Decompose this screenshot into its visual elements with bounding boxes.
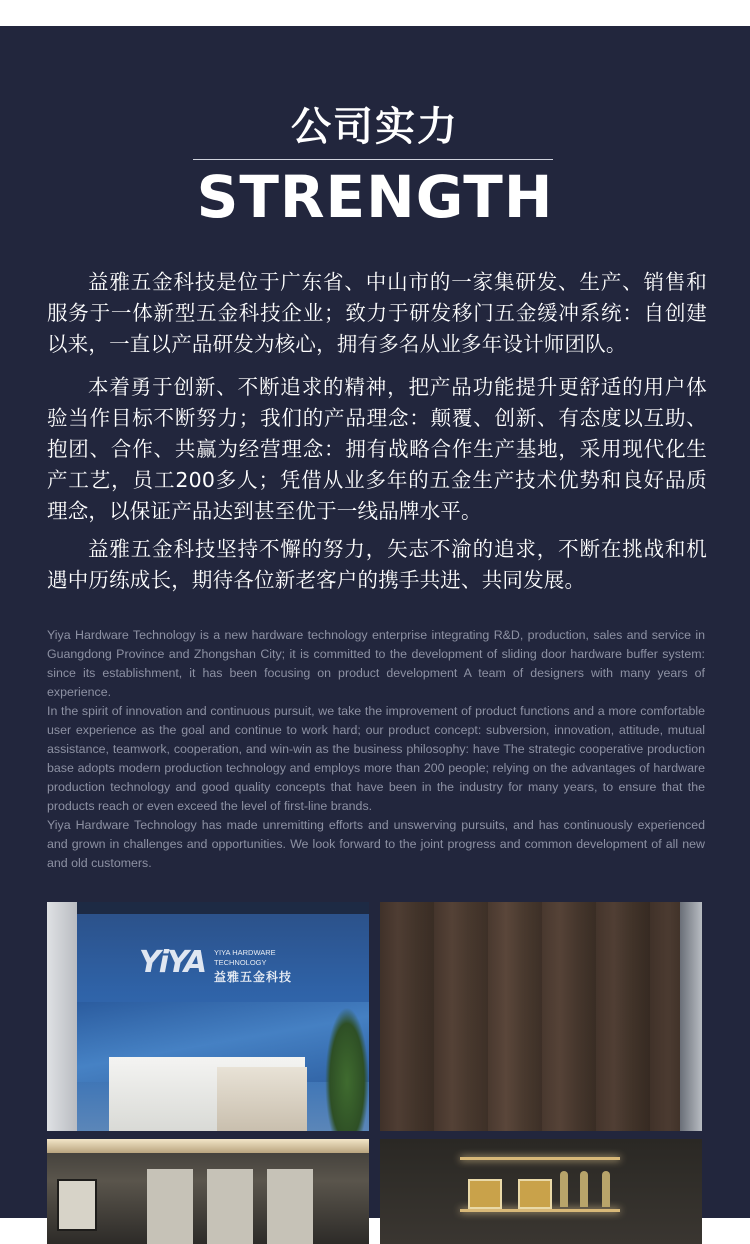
logo-en-line1: YIYA HARDWARE <box>214 948 276 957</box>
intro-paragraph-en-1: Yiya Hardware Technology is a new hardware technology enterprise integrating R&D, production, sales and service in Guangdong Province and Zhongshan City; it is committed to the development of sliding door hardware buffer system: since its establishment, it has been focusing on product development A team of designers with many years of experience. <box>47 628 705 699</box>
logo-en-line2: TECHNOLOGY <box>214 958 267 967</box>
photo-wood-wall <box>380 902 702 1131</box>
intro-paragraph-en-2: In the spirit of innovation and continuous pursuit, we take the improvement of product functions and a more comfortable user experience as the goal and continue to work hard; our product concept: subversion, innovation, attitude, mutual assistance, teamwork, cooperation, and win-win as the business philosophy: have The strategic cooperative production base adopts modern production technology and employs more than 200 people; relying on the advantages of hardware production technology and good quality concepts that have been in the industry for many years, to ensure that the products reach or even exceed the level of first-line brands. <box>47 704 705 813</box>
intro-english-block <box>47 626 705 873</box>
company-logo-cn: 益雅五金科技 <box>214 970 293 984</box>
plant <box>325 1007 369 1131</box>
trophy <box>560 1171 568 1207</box>
wall-edge <box>680 902 702 1131</box>
reception-desk-wood <box>217 1067 307 1131</box>
certificate <box>468 1179 502 1209</box>
shelf-light <box>460 1157 620 1160</box>
intro-paragraph-cn-3: 益雅五金科技坚持不懈的努力，矢志不渝的追求，不断在挑战和机遇中历练成长，期待各位新老客户的携手共进、共同发展。 <box>47 537 707 592</box>
trophy <box>580 1171 588 1207</box>
ceiling <box>47 902 369 914</box>
company-logo-mark: YiYA <box>139 945 206 980</box>
ceiling-light <box>47 1139 369 1153</box>
photo-display-shelves <box>380 1139 702 1244</box>
intro-paragraph-cn-2: 本着勇于创新、不断追求的精神，把产品功能提升更舒适的用户体验当作目标不断努力；我们的产品理念：颠覆、创新、有态度以互助、抱团、合作、共赢为经营理念：拥有战略合作生产基地，采用现代化生产工艺，员工200多人；凭借从业多年的五金生产技术优势和良好品质理念，以保证产品达到甚至优于一线品牌水平。 <box>47 375 707 523</box>
shelf-light <box>460 1209 620 1212</box>
door <box>267 1169 313 1244</box>
intro-paragraph-en-3: Yiya Hardware Technology has made unremitting efforts and unswerving pursuits, and has continuously experienced and grown in challenges and opportunities. We look forward to the joint progress and common development of all new and old customers. <box>47 818 705 870</box>
door <box>147 1169 193 1244</box>
strength-panel <box>0 26 750 1218</box>
certificate <box>518 1179 552 1209</box>
side-wall <box>47 902 77 1131</box>
section-title-en: STRENGTH <box>196 163 554 231</box>
photo-reception <box>47 902 369 1131</box>
company-logo-en <box>214 948 276 968</box>
intro-paragraph-cn-1: 益雅五金科技是位于广东省、中山市的一家集研发、生产、销售和服务于一体新型五金科技企业；致力于研发移门五金缓冲系统：自创建以来，一直以产品研发为核心，拥有多名从业多年设计师团队。 <box>47 270 707 356</box>
section-title-cn: 公司实力 <box>291 104 459 150</box>
title-divider <box>193 159 553 160</box>
trophy <box>602 1171 610 1207</box>
window <box>57 1179 97 1231</box>
door <box>207 1169 253 1244</box>
photo-corridor <box>47 1139 369 1244</box>
wood-shading <box>380 902 702 1131</box>
